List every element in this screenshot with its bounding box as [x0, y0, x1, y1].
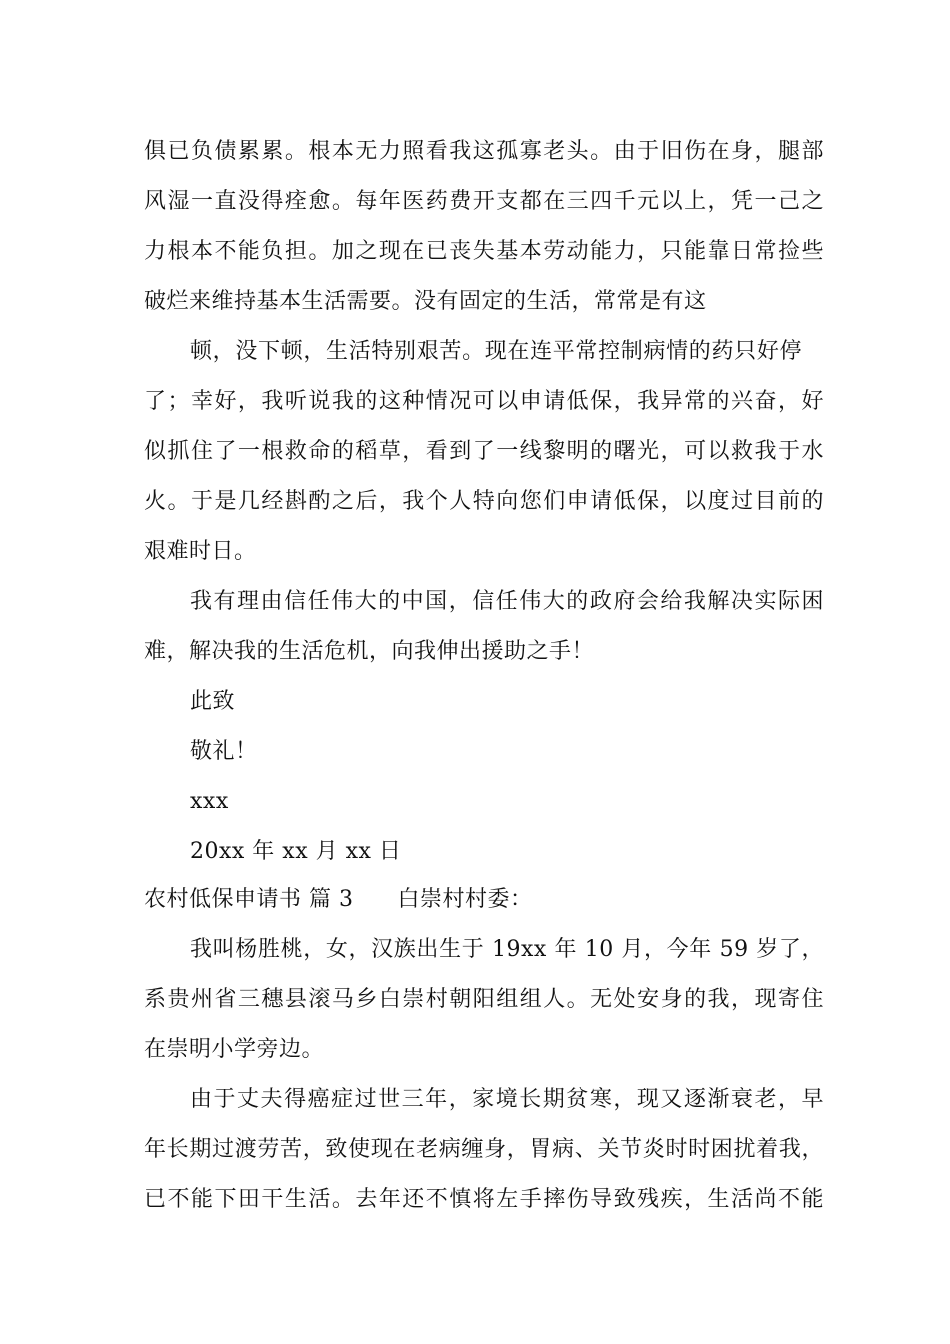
- section-addressee: 白崇村村委：: [397, 887, 533, 912]
- text-line: 难，解决我的生活危机，向我伸出援助之手！: [144, 639, 595, 664]
- closing-salutation: 此致: [190, 689, 236, 714]
- closing-regards: 敬礼！: [190, 739, 258, 764]
- text-line: 俱已负债累累。根本无力照看我这孤寡老头。由于旧伤在身，腿部: [144, 139, 824, 164]
- text-line: 力根本不能负担。加之现在已丧失基本劳动能力，只能靠日常捡些: [144, 239, 824, 264]
- section-heading-line: [144, 885, 824, 915]
- text-line: 风湿一直没得痊愈。每年医药费开支都在三四千元以上，凭一己之: [144, 189, 824, 214]
- text-line: 艰难时日。: [144, 539, 257, 564]
- text-line: 年长期过渡劳苦，致使现在老病缠身，胃病、关节炎时时困扰着我，: [144, 1137, 824, 1162]
- text-line: 顿，没下顿，生活特别艰苦。现在连平常控制病情的药只好停: [190, 339, 802, 364]
- text-line: 破烂来维持基本生活需要。没有固定的生活，常常是有这: [144, 289, 707, 314]
- text-line: 在崇明小学旁边。: [144, 1037, 325, 1062]
- text-line: 似抓住了一根救命的稻草，看到了一线黎明的曙光，可以救我于水: [144, 439, 824, 464]
- signature-date: 20xx 年 xx 月 xx 日: [190, 839, 402, 864]
- text-line: 了；幸好，我听说我的这种情况可以申请低保，我异常的兴奋，好: [144, 389, 824, 414]
- text-line: 系贵州省三穗县滚马乡白崇村朝阳组组人。无处安身的我，现寄住: [144, 987, 824, 1012]
- text-line: 已不能下田干生活。去年还不慎将左手摔伤导致残疾，生活尚不能: [144, 1187, 824, 1212]
- text-line: 我有理由信任伟大的中国，信任伟大的政府会给我解决实际困: [190, 589, 824, 614]
- text-line: 我叫杨胜桃，女，汉族出生于 19xx 年 10 月，今年 59 岁了，: [190, 937, 824, 962]
- text-line: 火。于是几经斟酌之后，我个人特向您们申请低保，以度过目前的: [144, 489, 824, 514]
- section-heading: 农村低保申请书 篇 3: [144, 887, 354, 912]
- text-line: 由于丈夫得癌症过世三年，家境长期贫寒，现又逐渐衰老，早: [190, 1087, 824, 1112]
- signature-name: xxx: [190, 789, 229, 814]
